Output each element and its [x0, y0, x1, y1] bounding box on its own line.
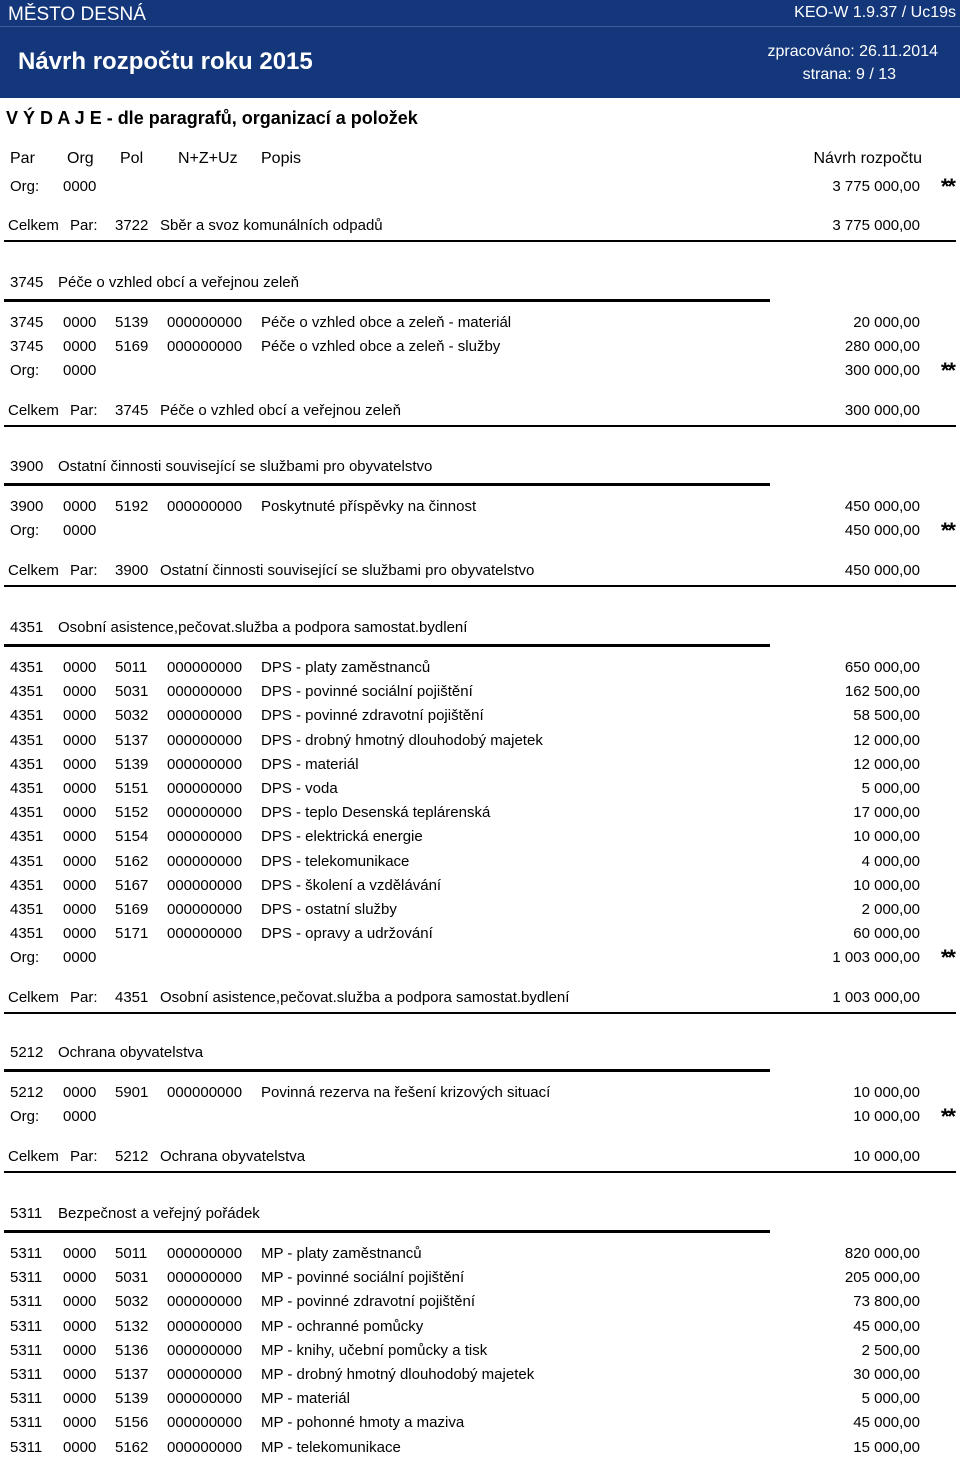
item-pol: 5162	[115, 853, 149, 870]
item-nz: 000000000	[167, 1318, 243, 1335]
item-amount: 60 000,00	[853, 925, 920, 942]
section-par-code: 3900	[10, 458, 44, 475]
line-item	[0, 851, 960, 873]
section-org-total	[0, 520, 960, 542]
section-org-total	[0, 360, 960, 382]
item-nz: 000000000	[167, 1245, 243, 1262]
item-par: 5311	[10, 1342, 43, 1359]
item-pol: 5167	[115, 877, 149, 894]
item-par: 3745	[10, 314, 44, 331]
total-label: Celkem	[8, 562, 59, 579]
total-rule	[4, 240, 956, 242]
item-amount: 73 800,00	[853, 1293, 920, 1310]
line-item	[0, 681, 960, 703]
org-code: 0000	[63, 522, 97, 539]
item-nz: 000000000	[167, 780, 243, 797]
item-par: 5311	[10, 1245, 43, 1262]
org-code: 0000	[63, 949, 97, 966]
item-org: 0000	[63, 1439, 97, 1456]
total-amount: 1 003 000,00	[832, 989, 920, 1006]
line-item	[0, 496, 960, 518]
item-org: 0000	[63, 1269, 97, 1286]
item-amount: 45 000,00	[853, 1414, 920, 1431]
item-org: 0000	[63, 1342, 97, 1359]
org-code: 0000	[63, 1108, 97, 1125]
processed-date: zpracováno: 26.11.2014	[767, 43, 938, 60]
section-par-code: 4351	[10, 619, 44, 636]
total-par-name: Osobní asistence,pečovat.služba a podpora samostat.bydlení	[160, 989, 570, 1006]
item-pol: 5154	[115, 828, 149, 845]
total-par-name: Sběr a svoz komunálních odpadů	[160, 217, 383, 234]
item-description: MP - telekomunikace	[261, 1439, 401, 1456]
item-org: 0000	[63, 659, 97, 676]
total-par-name: Péče o vzhled obcí a veřejnou zeleň	[160, 402, 401, 419]
org-total-amount: 300 000,00	[844, 362, 920, 379]
item-par: 4351	[10, 707, 44, 724]
item-org: 0000	[63, 314, 97, 331]
item-org: 0000	[63, 1366, 97, 1383]
item-pol: 5901	[115, 1084, 149, 1101]
page-title: Návrh rozpočtu roku 2015	[18, 48, 313, 75]
item-par: 3745	[10, 338, 44, 355]
item-par: 4351	[10, 877, 44, 894]
total-amount: 3 775 000,00	[832, 217, 920, 234]
line-item	[0, 778, 960, 800]
item-org: 0000	[63, 1414, 97, 1431]
item-org: 0000	[63, 498, 97, 515]
item-amount: 17 000,00	[853, 804, 920, 821]
item-nz: 000000000	[167, 338, 243, 355]
item-org: 0000	[63, 925, 97, 942]
section-rule	[4, 1230, 770, 1233]
line-item	[0, 657, 960, 679]
item-pol: 5136	[115, 1342, 149, 1359]
item-nz: 000000000	[167, 1342, 243, 1359]
item-amount: 15 000,00	[853, 1439, 920, 1456]
section-par-total	[0, 400, 960, 422]
item-amount: 2 500,00	[861, 1342, 920, 1359]
total-par-code: 3722	[115, 217, 149, 234]
item-org: 0000	[63, 780, 97, 797]
item-org: 0000	[63, 756, 97, 773]
line-item	[0, 802, 960, 824]
total-par-label: Par:	[70, 989, 98, 1006]
org-total-marker: **	[940, 1104, 954, 1129]
item-par: 3900	[10, 498, 44, 515]
item-par: 4351	[10, 756, 44, 773]
item-nz: 000000000	[167, 659, 243, 676]
line-item	[0, 1316, 960, 1338]
item-nz: 000000000	[167, 1084, 243, 1101]
line-item	[0, 1291, 960, 1313]
report-subtitle: V Ý D A J E - dle paragrafů, organizací a položek	[6, 108, 418, 128]
item-description: Péče o vzhled obce a zeleň - služby	[261, 338, 501, 355]
top-par-total	[0, 215, 960, 237]
section-par-total	[0, 987, 960, 1009]
item-description: MP - ochranné pomůcky	[261, 1318, 424, 1335]
org-label: Org:	[10, 949, 40, 966]
item-pol: 5031	[115, 683, 149, 700]
item-description: DPS - školení a vzdělávání	[261, 877, 442, 894]
item-description: DPS - elektrická energie	[261, 828, 423, 845]
item-nz: 000000000	[167, 732, 243, 749]
item-amount: 20 000,00	[853, 314, 920, 331]
item-par: 5212	[10, 1084, 44, 1101]
item-pol: 5169	[115, 338, 149, 355]
item-amount: 30 000,00	[853, 1366, 920, 1383]
item-org: 0000	[63, 732, 97, 749]
section-par-code: 5212	[10, 1044, 44, 1061]
item-par: 4351	[10, 804, 44, 821]
line-item	[0, 1340, 960, 1362]
item-description: DPS - materiál	[261, 756, 359, 773]
line-item	[0, 826, 960, 848]
item-description: DPS - opravy a udržování	[261, 925, 433, 942]
item-description: MP - drobný hmotný dlouhodobý majetek	[261, 1366, 535, 1383]
org-total-amount: 10 000,00	[853, 1108, 920, 1125]
item-pol: 5171	[115, 925, 149, 942]
item-nz: 000000000	[167, 707, 243, 724]
section-org-total	[0, 1106, 960, 1128]
item-pol: 5139	[115, 314, 149, 331]
item-org: 0000	[63, 853, 97, 870]
item-description: MP - materiál	[261, 1390, 350, 1407]
item-par: 5311	[10, 1366, 43, 1383]
header-banner	[0, 0, 960, 98]
total-par-name: Ostatní činnosti související se službami pro obyvatelstvo	[160, 562, 535, 579]
line-item	[0, 923, 960, 945]
item-description: DPS - povinné zdravotní pojištění	[261, 707, 484, 724]
item-pol: 5169	[115, 901, 149, 918]
item-nz: 000000000	[167, 756, 243, 773]
col-header-par: Par	[10, 150, 35, 167]
item-org: 0000	[63, 901, 97, 918]
org-code: 0000	[63, 178, 97, 195]
item-org: 0000	[63, 804, 97, 821]
item-pol: 5192	[115, 498, 149, 515]
total-par-label: Par:	[70, 217, 98, 234]
item-pol: 5156	[115, 1414, 149, 1431]
total-par-code: 3745	[115, 402, 149, 419]
item-description: Poskytnuté příspěvky na činnost	[261, 498, 477, 515]
section-par-name: Ochrana obyvatelstva	[58, 1044, 204, 1061]
org-label: Org:	[10, 362, 40, 379]
line-item	[0, 1243, 960, 1265]
item-org: 0000	[63, 877, 97, 894]
line-item	[0, 312, 960, 334]
item-description: Péče o vzhled obce a zeleň - materiál	[261, 314, 512, 331]
item-amount: 10 000,00	[853, 1084, 920, 1101]
item-pol: 5032	[115, 1293, 149, 1310]
item-amount: 162 500,00	[844, 683, 920, 700]
section-rule	[4, 299, 770, 302]
item-description: DPS - teplo Desenská teplárenská	[261, 804, 491, 821]
total-rule	[4, 425, 956, 427]
item-amount: 12 000,00	[853, 756, 920, 773]
section-par-name: Ostatní činnosti související se službami pro obyvatelstvo	[58, 458, 433, 475]
org-label: Org:	[10, 1108, 40, 1125]
item-pol: 5139	[115, 1390, 149, 1407]
line-item	[0, 1364, 960, 1386]
item-pol: 5132	[115, 1318, 149, 1335]
item-par: 5311	[10, 1269, 43, 1286]
item-pol: 5151	[115, 780, 149, 797]
item-par: 4351	[10, 925, 44, 942]
header-divider	[0, 26, 960, 27]
item-nz: 000000000	[167, 877, 243, 894]
org-total-marker: **	[940, 518, 954, 543]
section-rule	[4, 483, 770, 486]
total-par-label: Par:	[70, 402, 98, 419]
line-item	[0, 1082, 960, 1104]
item-pol: 5152	[115, 804, 149, 821]
item-nz: 000000000	[167, 828, 243, 845]
item-nz: 000000000	[167, 314, 243, 331]
item-nz: 000000000	[167, 1414, 243, 1431]
col-header-org: Org	[67, 150, 94, 167]
item-pol: 5011	[115, 659, 148, 676]
item-nz: 000000000	[167, 853, 243, 870]
org-code: 0000	[63, 362, 97, 379]
item-pol: 5011	[115, 1245, 148, 1262]
item-description: MP - povinné sociální pojištění	[261, 1269, 465, 1286]
item-nz: 000000000	[167, 804, 243, 821]
item-nz: 000000000	[167, 1390, 243, 1407]
col-header-nz: N+Z+Uz	[178, 150, 238, 167]
item-pol: 5031	[115, 1269, 149, 1286]
org-total-marker: **	[940, 174, 954, 199]
line-item	[0, 336, 960, 358]
item-org: 0000	[63, 707, 97, 724]
line-item	[0, 1412, 960, 1434]
total-rule	[4, 1171, 956, 1173]
item-org: 0000	[63, 1293, 97, 1310]
item-nz: 000000000	[167, 901, 243, 918]
item-amount: 820 000,00	[844, 1245, 920, 1262]
total-par-name: Ochrana obyvatelstva	[160, 1148, 306, 1165]
item-par: 4351	[10, 901, 44, 918]
org-total-amount: 3 775 000,00	[832, 178, 920, 195]
total-par-label: Par:	[70, 562, 98, 579]
item-amount: 280 000,00	[844, 338, 920, 355]
section-par-code: 5311	[10, 1205, 43, 1222]
line-item	[0, 899, 960, 921]
item-amount: 5 000,00	[861, 780, 920, 797]
total-rule	[4, 585, 956, 587]
total-label: Celkem	[8, 217, 59, 234]
item-par: 5311	[10, 1414, 43, 1431]
item-nz: 000000000	[167, 925, 243, 942]
item-description: DPS - ostatní služby	[261, 901, 397, 918]
org-label: Org:	[10, 522, 40, 539]
org-label: Org:	[10, 178, 40, 195]
item-par: 5311	[10, 1293, 43, 1310]
col-header-amount: Návrh rozpočtu	[813, 150, 922, 167]
item-amount: 205 000,00	[844, 1269, 920, 1286]
total-par-code: 4351	[115, 989, 149, 1006]
item-par: 4351	[10, 853, 44, 870]
section-rule	[4, 1069, 770, 1072]
item-description: DPS - drobný hmotný dlouhodobý majetek	[261, 732, 543, 749]
item-amount: 4 000,00	[861, 853, 920, 870]
total-amount: 300 000,00	[844, 402, 920, 419]
section-org-total	[0, 947, 960, 969]
item-pol: 5032	[115, 707, 149, 724]
item-par: 5311	[10, 1439, 43, 1456]
item-amount: 450 000,00	[844, 498, 920, 515]
item-amount: 650 000,00	[844, 659, 920, 676]
item-description: MP - knihy, učební pomůcky a tisk	[261, 1342, 488, 1359]
item-org: 0000	[63, 683, 97, 700]
item-nz: 000000000	[167, 1366, 243, 1383]
city-name: MĚSTO DESNÁ	[8, 4, 146, 25]
line-item	[0, 1388, 960, 1410]
section-par-name: Péče o vzhled obcí a veřejnou zeleň	[58, 274, 299, 291]
section-par-name: Osobní asistence,pečovat.služba a podpora samostat.bydlení	[58, 619, 468, 636]
item-description: DPS - voda	[261, 780, 338, 797]
total-label: Celkem	[8, 1148, 59, 1165]
item-nz: 000000000	[167, 498, 243, 515]
total-amount: 450 000,00	[844, 562, 920, 579]
section-rule	[4, 644, 770, 647]
item-amount: 2 000,00	[861, 901, 920, 918]
item-par: 4351	[10, 732, 44, 749]
item-description: MP - platy zaměstnanců	[261, 1245, 422, 1262]
total-label: Celkem	[8, 402, 59, 419]
line-item	[0, 1267, 960, 1289]
item-pol: 5137	[115, 732, 149, 749]
item-description: DPS - telekomunikace	[261, 853, 410, 870]
org-total-amount: 1 003 000,00	[832, 949, 920, 966]
report-code: KEO-W 1.9.37 / Uc19s	[794, 4, 956, 21]
section-par-name: Bezpečnost a veřejný pořádek	[58, 1205, 260, 1222]
item-par: 5311	[10, 1390, 43, 1407]
org-total-marker: **	[940, 945, 954, 970]
item-amount: 58 500,00	[853, 707, 920, 724]
item-par: 4351	[10, 828, 44, 845]
item-org: 0000	[63, 1390, 97, 1407]
item-par: 4351	[10, 780, 44, 797]
item-amount: 12 000,00	[853, 732, 920, 749]
line-item	[0, 705, 960, 727]
item-nz: 000000000	[167, 1293, 243, 1310]
item-par: 4351	[10, 659, 44, 676]
item-description: DPS - platy zaměstnanců	[261, 659, 431, 676]
item-amount: 10 000,00	[853, 877, 920, 894]
item-amount: 45 000,00	[853, 1318, 920, 1335]
org-total-amount: 450 000,00	[844, 522, 920, 539]
col-header-desc: Popis	[261, 150, 302, 167]
item-description: MP - pohonné hmoty a maziva	[261, 1414, 465, 1431]
item-pol: 5162	[115, 1439, 149, 1456]
total-label: Celkem	[8, 989, 59, 1006]
item-org: 0000	[63, 338, 97, 355]
item-nz: 000000000	[167, 1439, 243, 1456]
line-item	[0, 875, 960, 897]
total-amount: 10 000,00	[853, 1148, 920, 1165]
total-par-label: Par:	[70, 1148, 98, 1165]
item-nz: 000000000	[167, 683, 243, 700]
item-par: 5311	[10, 1318, 43, 1335]
page-number: strana: 9 / 13	[802, 66, 896, 83]
total-rule	[4, 1012, 956, 1014]
line-item	[0, 730, 960, 752]
item-org: 0000	[63, 1245, 97, 1262]
top-org-total	[0, 176, 960, 198]
section-par-total	[0, 560, 960, 582]
item-description: DPS - povinné sociální pojištění	[261, 683, 473, 700]
item-description: Povinná rezerva na řešení krizových situací	[261, 1084, 551, 1101]
line-item	[0, 754, 960, 776]
item-org: 0000	[63, 828, 97, 845]
col-header-pol: Pol	[120, 150, 144, 167]
item-par: 4351	[10, 683, 44, 700]
total-par-code: 5212	[115, 1148, 149, 1165]
item-org: 0000	[63, 1084, 97, 1101]
item-org: 0000	[63, 1318, 97, 1335]
item-amount: 10 000,00	[853, 828, 920, 845]
item-pol: 5139	[115, 756, 149, 773]
item-nz: 000000000	[167, 1269, 243, 1286]
org-total-marker: **	[940, 358, 954, 383]
item-pol: 5137	[115, 1366, 149, 1383]
section-par-total	[0, 1146, 960, 1168]
total-par-code: 3900	[115, 562, 149, 579]
section-par-code: 3745	[10, 274, 44, 291]
item-description: MP - povinné zdravotní pojištění	[261, 1293, 476, 1310]
item-amount: 5 000,00	[861, 1390, 920, 1407]
